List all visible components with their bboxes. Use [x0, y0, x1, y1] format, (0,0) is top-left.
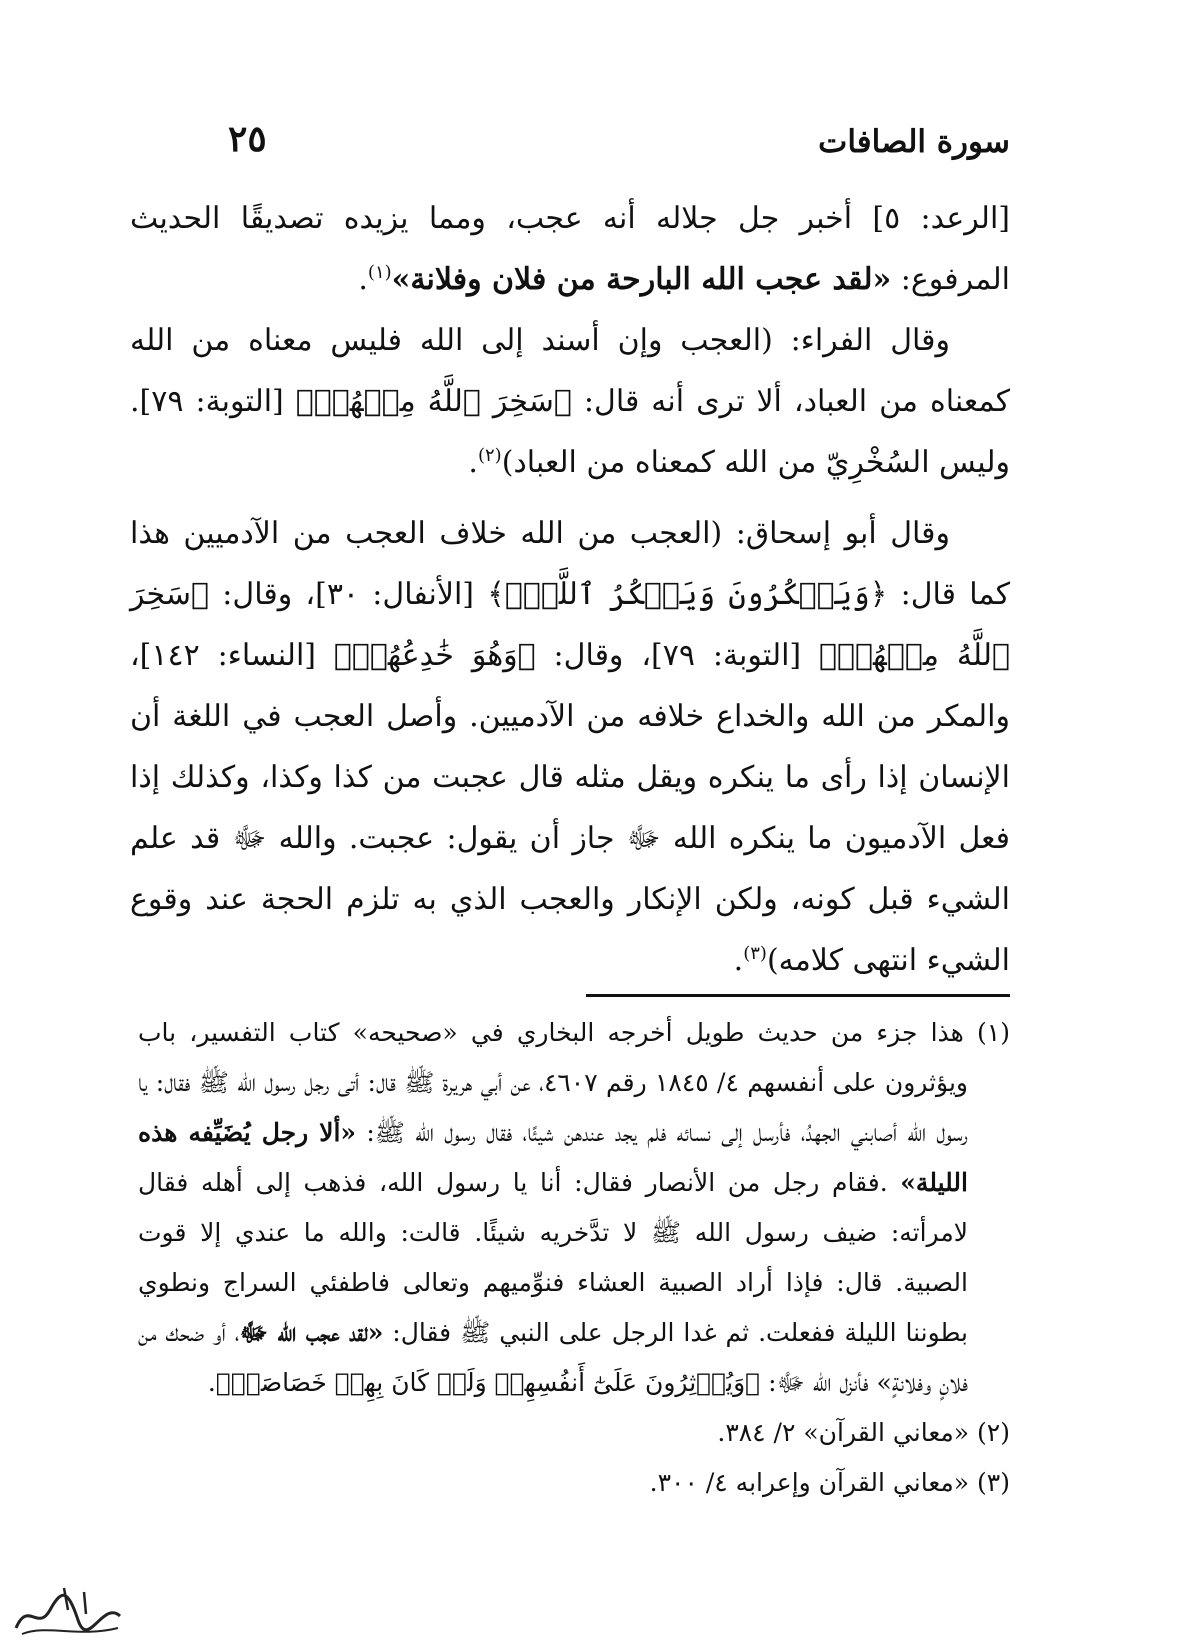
- footnote-ref: (١): [367, 262, 392, 283]
- footnote-3: [138, 1458, 1010, 1508]
- footnote-ref: (٢): [477, 445, 502, 466]
- footnote-ref: (٣): [743, 943, 767, 964]
- text-run: .: [468, 445, 478, 480]
- main-text: [130, 188, 1010, 991]
- text-run: .فقام رجل من الأنصار فقال: أنا يا رسول الله، فذهب إلى أهله فقال لامرأته: ضيف رسول الله ﷺ لا تدَّخريه شيئًا. قالت: والله ما عندي إلا قوت الصبية. قال: فإذا أراد الصبية العشاء فنوِّميهم وتعالى فاطفئي السراج ونطوي بطوننا الليلة ففعلت. ثم غدا الرجل على النبي ﷺ فقال:: [138, 1168, 968, 1347]
- text-run: .: [358, 262, 368, 297]
- footnotes: [138, 1008, 1010, 1508]
- page-header: [190, 118, 1010, 168]
- quran-verse: ﴿سَخِرَ ٱللَّهُ مِنۡهُمۡ﴾: [130, 577, 1011, 673]
- hadith-quote: «لقد عجب الله البارحة من فلان وفلانة»: [391, 262, 892, 297]
- text-run: [التوبة: ٧٩]. وليس السُخْرِيّ من الله كمعناه من العباد): [130, 384, 1010, 480]
- text-run: «معاني القرآن وإعرابه ٤/ ٣٠٠.: [649, 1468, 978, 1497]
- text-run: [النساء: ١٤٢]، والمكر من الله والخداع خلافه من الآدميين. وأصل العجب في اللغة أن الإنسان إذا رأى ما ينكره ويقل مثله قال عجبت من كذا وكذا، وكذلك إذا فعل الآدميون ما ينكره الله ﷻ جاز أن يقول: عجبت. والله ﷻ قد علم الشيء قبل كونه، ولكن الإنكار والعجب الذي به تلزم الحجة عند وقوع الشيء انتهى كلامه): [130, 638, 1010, 978]
- footnote-divider: [586, 994, 1010, 997]
- quran-verse: ﴿وَيَمۡكُرُونَ وَيَمۡكُرُ ٱللَّهُۖ﴾: [487, 577, 888, 612]
- surah-title: سورة الصافات: [818, 124, 1010, 160]
- text-run: [الرعد: ٥] أخبر جل جلاله أنه عجب، ومما يزيده تصديقًا الحديث المرفوع:: [130, 201, 1010, 297]
- text-run: وقال أبو إسحاق: (العجب من الله خلاف العجب من الآدميين هذا كما قال:: [130, 516, 1010, 612]
- text-run: .: [207, 1368, 216, 1397]
- hadith-quote: «لقد عجب الله ﷻ: [239, 1318, 384, 1347]
- quran-verse: ﴿وَيُؤۡثِرُونَ عَلَىٰٓ أَنفُسِهِمۡ وَلَوۡ كَانَ بِهِمۡ خَصَاصَةٞ﴾: [215, 1368, 761, 1397]
- paragraph-2: [130, 310, 1010, 493]
- page-number: ٢٥: [228, 118, 267, 160]
- quran-verse: ﴿سَخِرَ ٱللَّهُ مِنۡهُمۡ﴾: [295, 384, 572, 419]
- text-run: [الأنفال: ٣٠]، وقال:: [209, 577, 488, 612]
- footnote-2: [138, 1408, 1010, 1458]
- paragraph-3: [130, 503, 1010, 991]
- text-run: هذا جزء من حديث طويل أخرجه البخاري في «صحيحه» كتاب التفسير، باب ويؤثرون على أنفسهم ٤/ ١٨٤٥ رقم ٤٦٠٧، عن أبي هريرة ﷺ قال: أتى رجل رسول الله ﷺ فقال: يا رسول الله أصابني الجهدُ، فأرسل إلى نسائه فلم يجد عندهن شيئًا، فقال رسول الله ﷺ:: [138, 1018, 978, 1147]
- text-run: «معاني القرآن» ٢/ ٣٨٤.: [717, 1418, 978, 1447]
- text-run: [التوبة: ٧٩]، وقال:: [535, 638, 820, 673]
- text-run: ، أو ضحك من فلانٍ وفلانةٍ» فأنزل الله ﷻ:: [138, 1318, 968, 1397]
- hadith-quote: «ألا رجل يُضَيِّفه هذه الليلة»: [138, 1118, 968, 1197]
- footnote-number: (١): [977, 1018, 1010, 1047]
- text-run: وقال الفراء: (العجب وإن أسند إلى الله فليس معناه من الله كمعناه من العباد، ألا ترى أنه قال:: [130, 323, 1011, 419]
- text-run: .: [733, 943, 744, 978]
- paragraph-1: [130, 188, 1010, 310]
- calligraphy-logo: [8, 1580, 128, 1642]
- footnote-number: (٣): [977, 1468, 1010, 1497]
- footnote-number: (٢): [977, 1418, 1010, 1447]
- footnote-1: [138, 1008, 1010, 1408]
- quran-verse: ﴿وَهُوَ خَٰدِعُهُمۡ﴾: [333, 638, 536, 673]
